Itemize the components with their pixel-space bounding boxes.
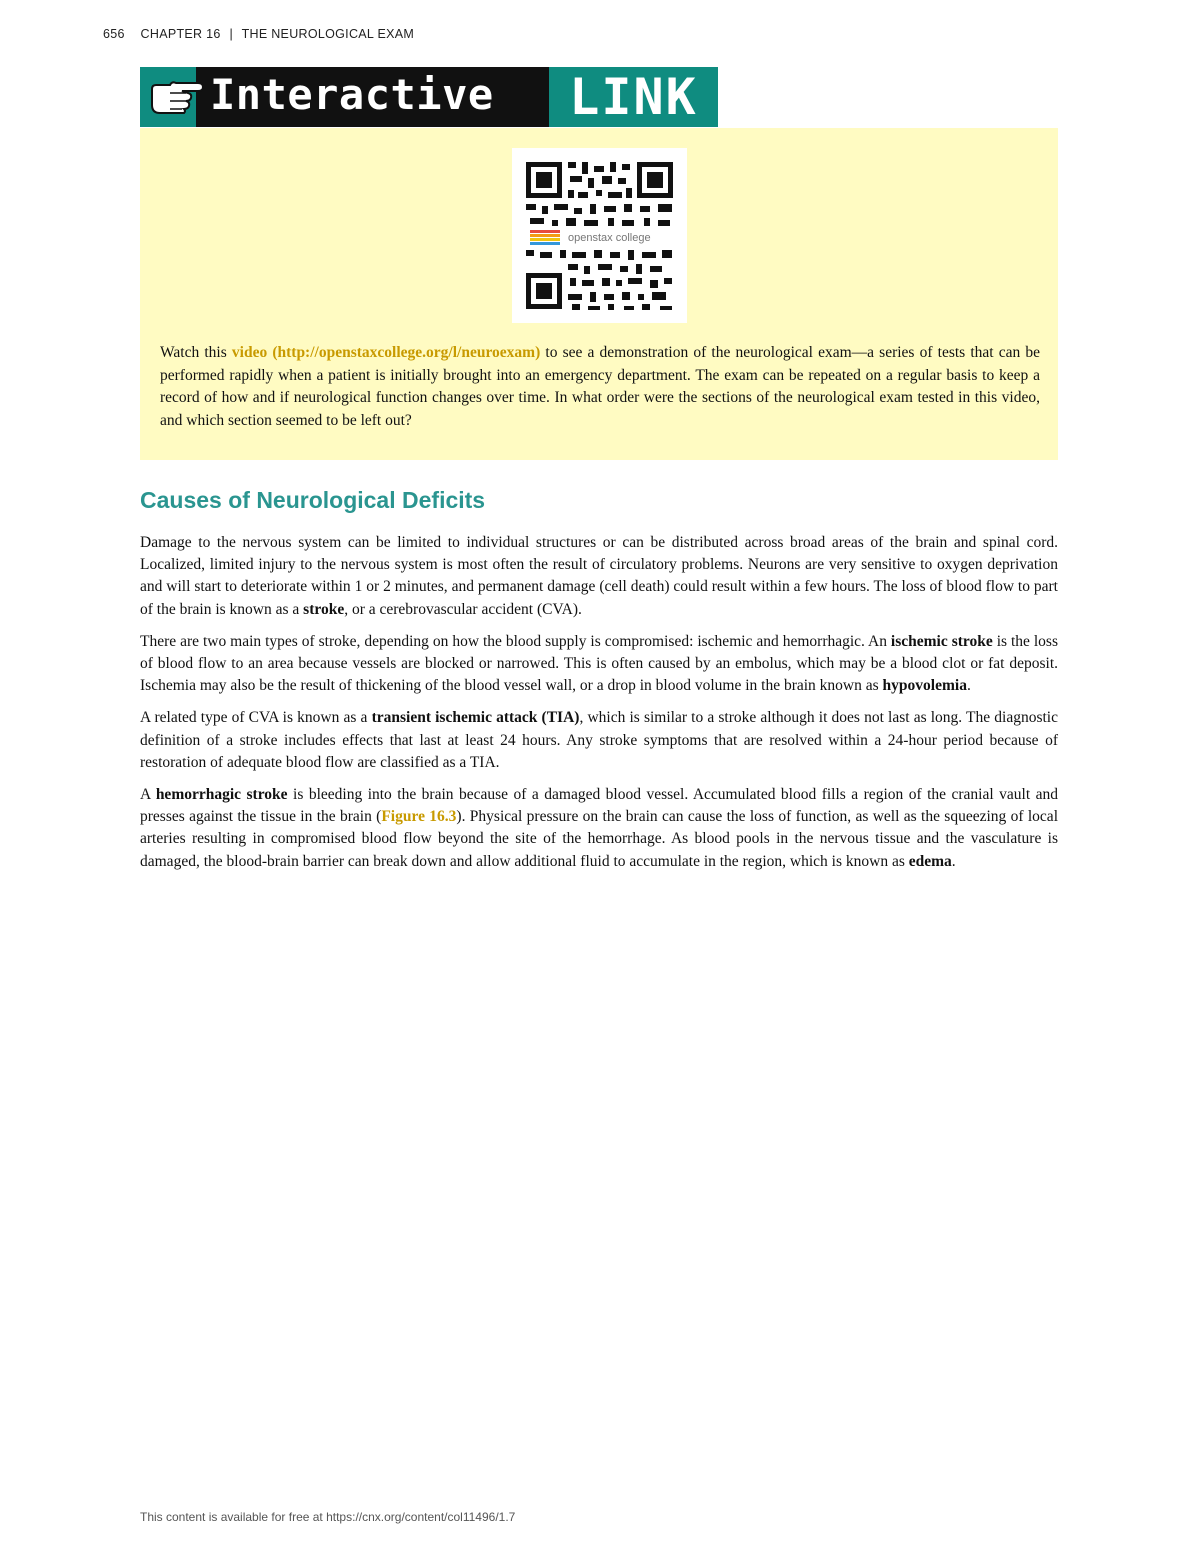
p2-text-a: There are two main types of stroke, depending on how the blood supply is compromised: ischemic and hemorrhagic. An — [140, 632, 891, 650]
p4-text-c: ). Physical pressure on the brain can cause the loss of function, as well as the squeezing of local arteries resulting in compromised blood flow beyond the site of the hemorrhage. As blood pools in the nervous tissue and the vasculature is damaged, the blood-brain barrier can break down and allow additional fluid to accumulate in the region, which is known as — [140, 808, 1058, 870]
box-text-after: to see a demonstration of the neurological exam—a series of tests that can be performed rapidly when a patient is initially brought into an emergency department. The exam can be repeated on a regular basis to keep a record of how and if neurological function changes over time. In what order were the sections of the neurological exam tested in this video, and which section seemed to be left out? — [160, 344, 1041, 429]
video-link[interactable]: video (http://openstaxcollege.org/l/neuroexam) — [231, 344, 541, 361]
p1-text-a: Damage to the nervous system can be limited to individual structures or can be distributed across broad areas of the brain and spinal cord. Localized, limited injury to the nervous system is most often the result of circulatory problems. Neurons are very sensitive to oxygen deprivation and will start to deteriorate within 1 or 2 minutes, and permanent damage (cell death) could result within a few hours. The loss of blood flow to part of the brain is known as a — [140, 534, 1058, 618]
banner-left — [140, 67, 549, 127]
interactive-link-banner — [140, 67, 718, 127]
qr-caption: openstax college — [568, 232, 651, 244]
running-header — [103, 27, 414, 41]
p4-text-b: is bleeding into the brain because of a damaged blood vessel. Accumulated blood fills a region of the cranial vault and presses against the tissue in the brain ( — [140, 786, 1058, 826]
paragraph-4 — [140, 784, 1058, 873]
p4-text-d: . — [951, 852, 956, 870]
term-edema: edema — [908, 852, 952, 870]
term-stroke: stroke — [303, 600, 345, 618]
pointing-hand-icon — [148, 79, 204, 115]
banner-link-word: LINK — [569, 68, 698, 126]
interactive-link-box — [140, 128, 1058, 460]
paragraph-3 — [140, 707, 1058, 774]
p1-text-b: , or a cerebrovascular accident (CVA). — [344, 600, 582, 618]
p3-text-b: , which is similar to a stroke although it does not last as long. The diagnostic definition of a stroke includes effects that last at least 24 hours. Any stroke symptoms that are resolved within a 24-hour period because of restoration of adequate blood flow are classified as a TIA. — [140, 709, 1058, 771]
header-separator: | — [229, 27, 233, 41]
banner-interactive-word: Interactive — [210, 70, 494, 119]
banner-right — [549, 67, 718, 127]
p3-text-a: A related type of CVA is known as a — [140, 709, 372, 727]
section-body — [140, 532, 1058, 883]
term-hypovolemia: hypovolemia — [882, 677, 967, 695]
qr-code-icon[interactable] — [512, 148, 687, 323]
p4-text-a: A — [140, 786, 156, 804]
p2-text-b: is the loss of blood flow to an area because vessels are blocked or narrowed. This is often caused by an embolus, which may be a blood clot or fat deposit. Ischemia may also be the result of thickening of the blood vessel wall, or a drop in blood volume in the brain known as — [140, 632, 1058, 695]
figure-link[interactable]: Figure 16.3 — [381, 808, 457, 826]
term-tia: transient ischemic attack (TIA) — [371, 709, 580, 727]
p2-text-c: . — [966, 677, 971, 695]
interactive-box-text — [160, 342, 1040, 432]
footer-availability: This content is available for free at https://cnx.org/content/col11496/1.7 — [140, 1510, 516, 1524]
paragraph-2 — [140, 631, 1058, 698]
term-hemorrhagic-stroke: hemorrhagic stroke — [155, 786, 288, 804]
section-heading: Causes of Neurological Deficits — [140, 487, 486, 513]
box-text-before: Watch this — [160, 344, 232, 361]
paragraph-1 — [140, 532, 1058, 621]
term-ischemic-stroke: ischemic stroke — [890, 632, 993, 650]
chapter-label: CHAPTER 16 — [140, 27, 221, 41]
page-number: 656 — [103, 27, 125, 41]
chapter-title: THE NEUROLOGICAL EXAM — [241, 27, 415, 41]
